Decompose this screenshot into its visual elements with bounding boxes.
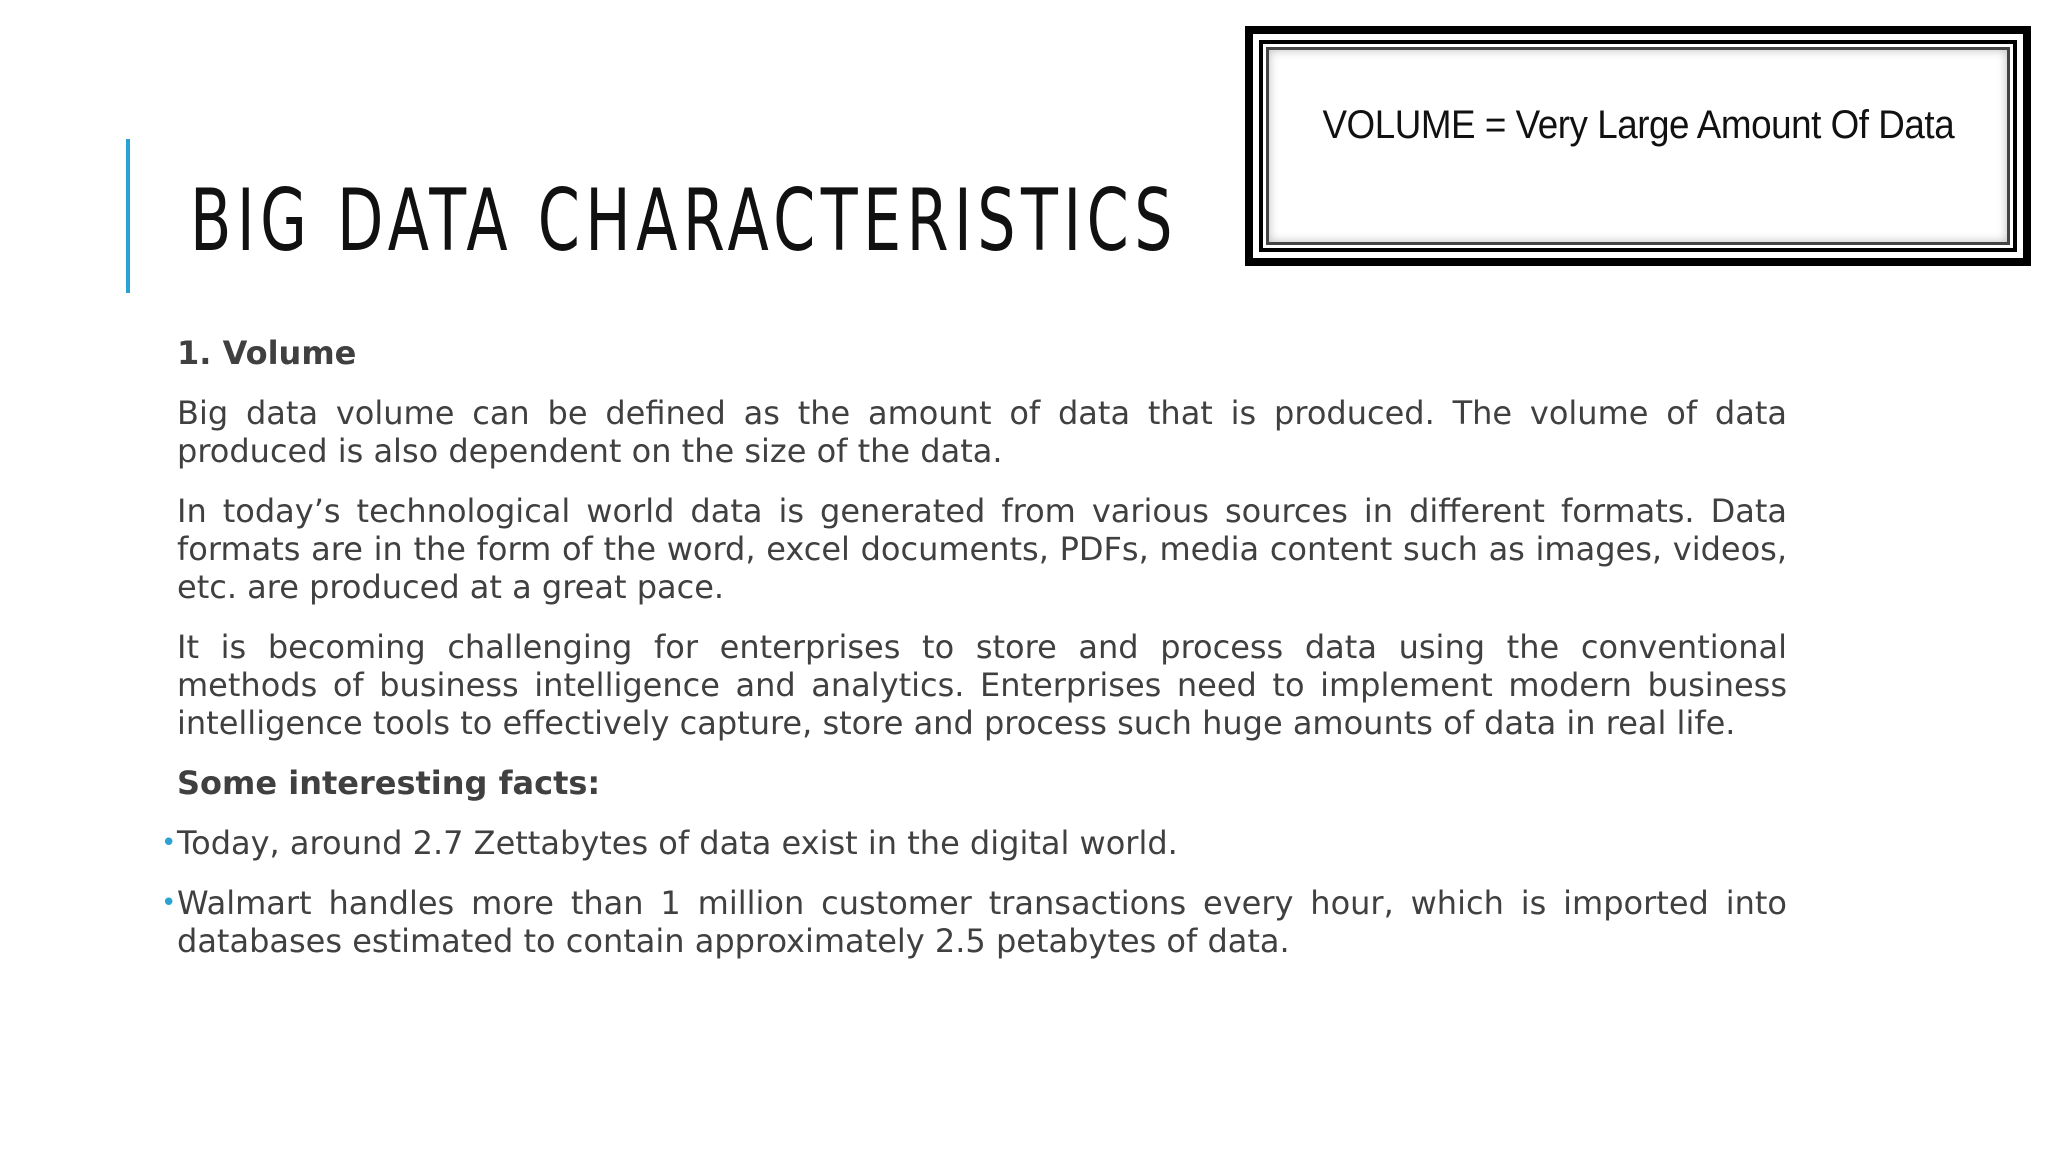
bullet-dot-icon: • [161, 888, 177, 918]
paragraph-formats: In today’s technological world data is generated from various sources in different formats. Data formats are in the form of the word, excel documents, PDFs, media content such as images, videos, etc. are produced at a great pace. [177, 492, 1787, 606]
bullet-item [161, 824, 1787, 862]
section-heading-volume: 1. Volume [177, 334, 357, 372]
bullet-text: Today, around 2.7 Zettabytes of data exist in the digital world. [177, 824, 1178, 862]
bullet-item [161, 884, 1787, 960]
bullet-text: Walmart handles more than 1 million customer transactions every hour, which is imported into databases estimated to contain approximately 2.5 petabytes of data. [177, 884, 1787, 960]
paragraph-definition: Big data volume can be defined as the amount of data that is produced. The volume of data produced is also dependent on the size of the data. [177, 394, 1787, 470]
volume-callout-image [1245, 26, 2031, 266]
facts-heading: Some interesting facts: [177, 764, 601, 802]
slide-body [161, 334, 1787, 982]
callout-frame [1259, 40, 2017, 252]
title-accent-bar [126, 139, 130, 293]
bullet-dot-icon: • [161, 828, 177, 858]
callout-text: VOLUME = Very Large Amount Of Data [1322, 102, 1954, 147]
paragraph-challenges: It is becoming challenging for enterprises to store and process data using the conventional methods of business intelligence and analytics. Enterprises need to implement modern business intelligence tools to effectively capture, store and process such huge amounts of data in real life. [177, 628, 1787, 742]
slide-title: BIG DATA CHARACTERISTICS [190, 171, 1178, 271]
